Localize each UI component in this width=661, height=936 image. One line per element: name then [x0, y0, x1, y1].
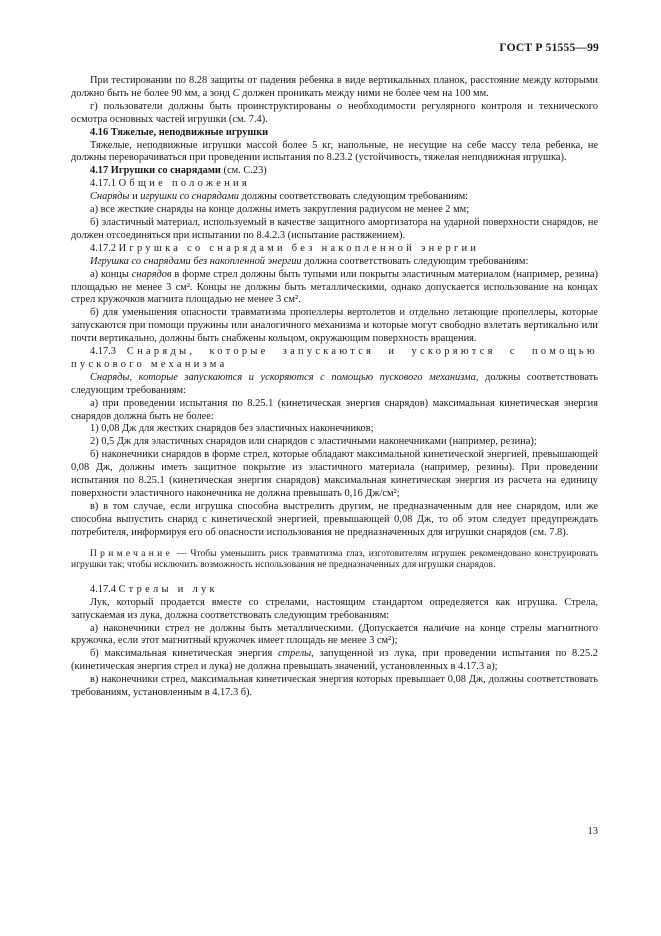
note-text: — Чтобы уменьшить риск травматизма глаз, изготовителям игрушек рекомендовано конструировать игрушки так; чтобы исключить возможность использования не предназначенных для игрушки снарядов.	[71, 548, 599, 571]
paragraph-test-828: При тестировании по 8.28 защиты от падения ребенка в виде вертикальных планок, расстояние между которыми должно быть не более 90 мм, а зонд С должен проникать между ними не более чем на 100 мм.	[71, 75, 598, 99]
probe-letter: С	[232, 87, 240, 99]
section-4-17-1-item-a: а) все жесткие снаряды на конце должны иметь закругления радиусом не менее 2 мм;	[90, 204, 470, 216]
section-4-17-4-item-b: б) максимальная кинетическая энергия стрелы, запущенной из лука, при проведении испытания по 8.25.2 (кинетическая энергия стрел и лука) не должна превышать значений, установленных в 4.17.3 а);	[71, 648, 598, 673]
section-4-17-4-intro: Лук, который продается вместе со стрелами, настоящим стандартом определяется как игрушка. Стрела, запускаемая из лука, должна соответствовать следующим требованиям:	[71, 596, 598, 621]
section-4-17-4-heading: 4.17.4 Стрелы и лук	[90, 583, 218, 595]
note-label: Примечание	[90, 548, 174, 559]
section-4-17-4-item-c: в) наконечники стрел, максимальная кинетическая энергия которых превышает 0,08 Дж, должны соответствовать требованиям, установленным в 4.17.3 б).	[71, 674, 598, 699]
section-4-17-3-item-a: а) при проведении испытания по 8.25.1 (кинетическая энергия снарядов) максимальная кинетическая энергия снарядов должна быть не более:	[71, 397, 598, 422]
page-header: ГОСТ Р 51555—99	[499, 42, 599, 54]
section-4-16-text: Тяжелые, неподвижные игрушки массой более 5 кг, напольные, не несущие на себе массу тела ребенка, не должны переворачиваться при проведении испытания по 8.23.2 (устойчивость, тяжелая неподвижная игрушка).	[71, 139, 598, 164]
note	[71, 549, 598, 572]
section-4-17-2-item-a: а) концы снарядов в форме стрел должны быть тупыми или покрыты эластичным материалом (например, резина) площадью не менее 3 см². Концы не должны быть металлическими, однако допускается использование на концах стрел кружочков магнита площадью не менее 3 см².	[71, 268, 598, 306]
section-4-17-heading: 4.17 Игрушки со снарядами (см. С.23)	[90, 165, 267, 177]
section-4-17-2-intro: Игрушка со снарядами без накопленной энергии должна соответствовать следующим требованиям:	[90, 255, 529, 267]
section-4-17-1-heading: 4.17.1 Общие положения	[90, 178, 250, 190]
section-4-17-3-item-c: в) в том случае, если игрушка способна выстрелить другим, не предназначенным для нее снарядом, или же способна выпустить снаряд с кинетической энергией, превышающей 0,08 Дж, то об этом следует предупреждать потребителя, информируя его об опасности использования не предназначенных для игрушки снарядов (см. 7.8).	[71, 500, 598, 538]
section-4-17-1-intro: Снаряды и игрушки со снарядами должны соответствовать следующим требованиям:	[90, 191, 469, 203]
document-body	[71, 75, 598, 700]
section-4-17-3-intro: Снаряды, которые запускаются и ускоряются с помощью пускового механизма, должны соответствовать следующим требованиям:	[71, 371, 598, 396]
paragraph-item-g: г) пользователи должны быть проинструктированы о необходимости регулярного контроля и технического осмотра основных частей игрушки (см. 7.4).	[71, 100, 598, 125]
section-4-17-1-item-b: б) эластичный материал, используемый в качестве защитного амортизатора на ударной поверхности снарядов, не должен отсоединяться при испытании по 8.4.2.3 (испытание растяжением).	[71, 216, 598, 241]
section-4-17-2-item-b: б) для уменьшения опасности травматизма пропеллеры вертолетов и отдельно летающие пропеллеры, которые запускаются при помощи пружины или аналогичного механизма и которые могут свободно взлетать вертикально или почти вертикально, должны быть снабжены кольцом, окружающим поверхность вращения.	[71, 307, 598, 345]
section-4-16-heading: 4.16 Тяжелые, неподвижные игрушки	[90, 126, 269, 138]
section-4-17-2-heading: 4.17.2 Игрушка со снарядами без накопленной энергии	[90, 242, 480, 254]
section-4-17-3-item-a1: 1) 0,08 Дж для жестких снарядов без эластичных наконечников;	[90, 423, 374, 435]
page-number: 13	[587, 826, 598, 837]
section-4-17-3-heading: 4.17.3 Снаряды, которые запускаются и ускоряются с помощью пускового механизма	[71, 346, 598, 370]
section-4-17-4-item-a: а) наконечники стрел не должны быть металлическими. (Допускается наличие на конце стрелы магнитного кружочка, если этот магнитный кружочек имеет площадь не менее 3 см²);	[71, 622, 598, 647]
section-4-17-3-item-a2: 2) 0,5 Дж для эластичных снарядов или снарядов с эластичными наконечниками (например, резина);	[90, 436, 537, 448]
section-4-17-3-item-b: б) наконечники снарядов в форме стрел, которые обладают максимальной кинетической энергией, превышающей 0,08 Дж, должны иметь защитное покрытие из эластичного материала (например, резины). При проведении испытания по 8.25.1 (кинетическая энергия снарядов) максимальная кинетическая энергия из расчета на единицу поверхности эластичного наконечника не должна превышать 0,16 Дж/см²;	[71, 449, 598, 499]
